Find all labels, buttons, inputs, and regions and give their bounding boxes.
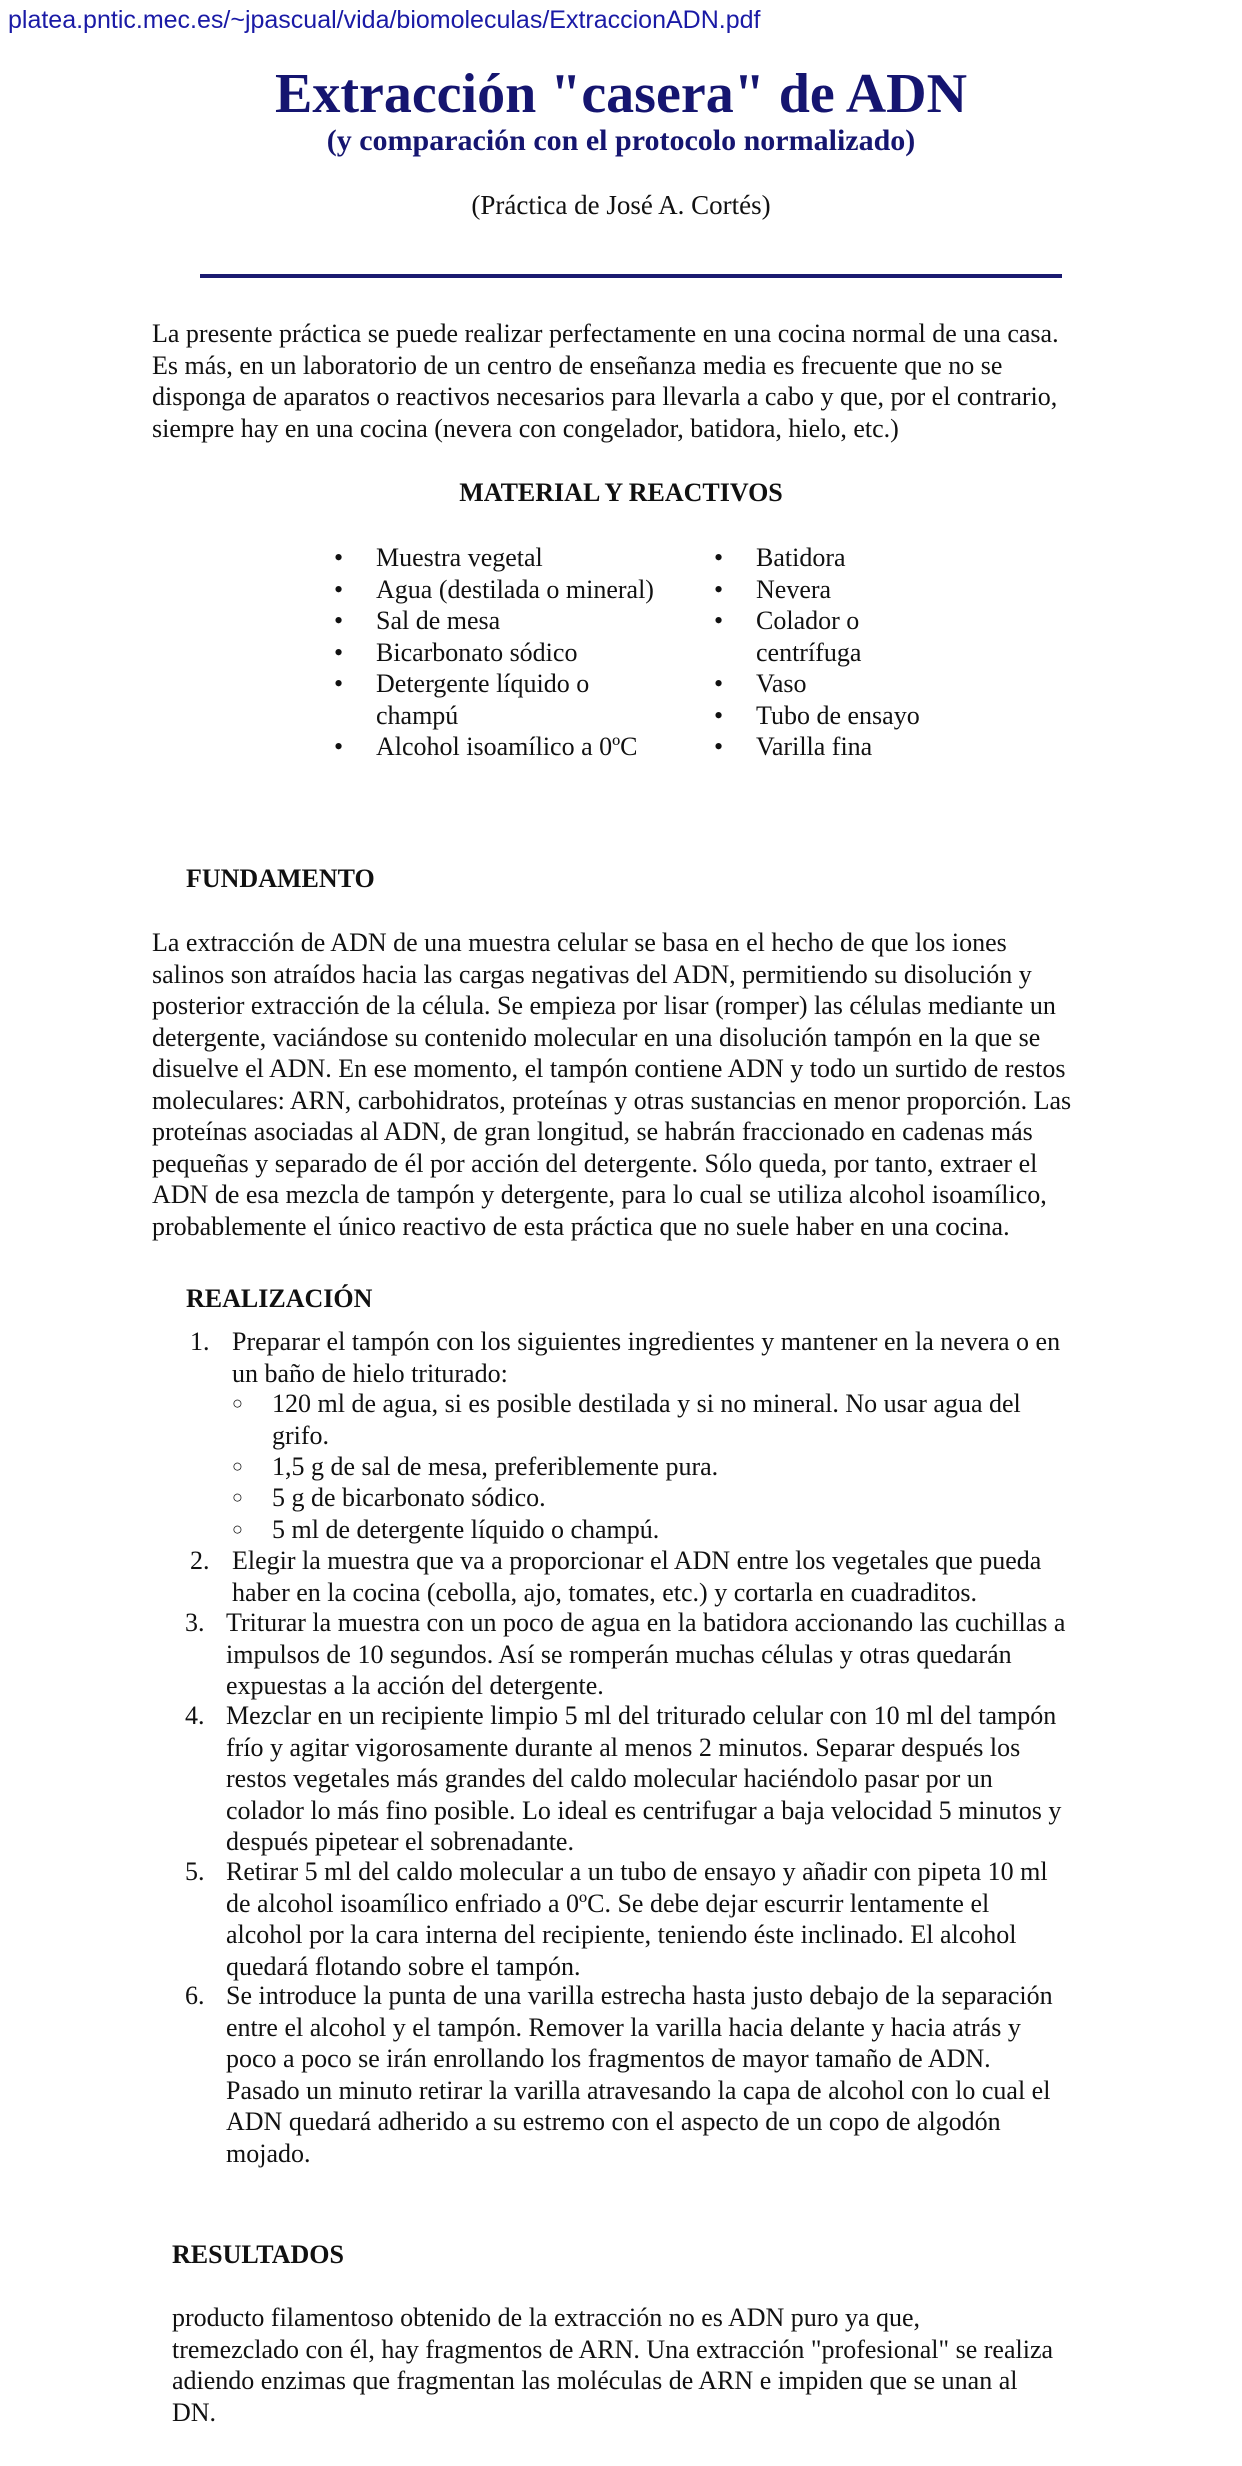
step-text-line: Retirar 5 ml del caldo molecular a un tubo de ensayo y añadir con pipeta 10 ml xyxy=(226,1857,1048,1886)
material-item-text: Tubo de ensayo xyxy=(756,700,920,730)
step-text-line: un baño de hielo triturado: xyxy=(232,1358,508,1388)
intro-line: La presente práctica se puede realizar perfectamente en una cocina normal de una casa. xyxy=(152,319,1059,348)
material-item xyxy=(714,605,920,668)
material-item-text: Alcohol isoamílico a 0ºC xyxy=(376,732,638,761)
ingredient-text-line: 1,5 g de sal de mesa, preferiblemente pura. xyxy=(272,1452,719,1481)
material-item xyxy=(714,668,920,700)
circle-bullet-icon: ○ xyxy=(232,1487,243,1507)
material-item-text: Colador o xyxy=(756,606,860,635)
bullet-icon: • xyxy=(714,732,724,761)
resultados-line: tremezclado con él, hay fragmentos de ARN. Una extracción "profesional" se realiza xyxy=(172,2334,1054,2364)
resultados-line: DN. xyxy=(172,2397,217,2427)
step-text-line: de alcohol isoamílico enfriado a 0ºC. Se debe dejar escurrir lentamente el xyxy=(226,1888,990,1918)
document-subtitle: (y comparación con el protocolo normalizado) xyxy=(326,124,916,157)
fundamento-line: proteínas asociadas al ADN, de gran longitud, se habrán fraccionado en cadenas más xyxy=(152,1117,1033,1146)
procedure-step xyxy=(185,1700,1062,1858)
material-item xyxy=(334,668,654,731)
intro-line: disponga de aparatos o reactivos necesarios para llevarla a cabo y que, por el contrario, xyxy=(152,382,1058,411)
step-text-line: Se introduce la punta de una varilla estrecha hasta justo debajo de la separación xyxy=(226,1981,1053,2010)
material-item-text: Vaso xyxy=(756,669,807,698)
material-item-text: centrífuga xyxy=(756,637,862,667)
author-credit: (Práctica de José A. Cortés) xyxy=(471,190,771,220)
ingredient-item xyxy=(232,1451,719,1483)
ingredient-item xyxy=(232,1482,546,1514)
step-text-line: ADN quedará adherido a su estremo con el aspecto de un copo de algodón xyxy=(226,2107,1001,2136)
material-item xyxy=(334,637,654,669)
bullet-icon: • xyxy=(334,637,344,667)
material-item xyxy=(334,605,654,637)
step-number: 6. xyxy=(185,1981,205,2010)
step-text-line: entre el alcohol y el tampón. Remover la varilla hacia delante y hacia atrás y xyxy=(226,2012,1021,2042)
materials-list-left xyxy=(334,542,654,763)
step-text-line: Elegir la muestra que va a proporcionar el ADN entre los vegetales que pueda xyxy=(232,1546,1042,1575)
step-number: 4. xyxy=(185,1701,205,1730)
bullet-icon: • xyxy=(334,543,344,572)
step-text-line: frío y agitar vigorosamente durante al menos 2 minutos. Separar después los xyxy=(226,1732,1021,1762)
material-item xyxy=(714,542,920,574)
realizacion-heading: REALIZACIÓN xyxy=(186,1284,373,1313)
step-text-line: después pipetear el sobrenadante. xyxy=(226,1827,574,1856)
bullet-icon: • xyxy=(714,574,724,604)
bullet-icon: • xyxy=(714,606,724,635)
intro-paragraph xyxy=(152,318,1122,444)
fundamento-heading: FUNDAMENTO xyxy=(186,864,375,893)
procedure-step xyxy=(185,1856,1048,1982)
fundamento-paragraph xyxy=(152,927,1122,1242)
material-item xyxy=(334,731,654,763)
ingredient-text-line: 5 g de bicarbonato sódico. xyxy=(272,1483,546,1512)
material-item xyxy=(714,731,920,763)
procedure-step xyxy=(185,1607,1066,1702)
resultados-heading: RESULTADOS xyxy=(172,2240,344,2269)
materials-heading: MATERIAL Y REACTIVOS xyxy=(459,478,783,507)
resultados-line: adiendo enzimas que fragmentan las moléculas de ARN e impiden que se unan al xyxy=(172,2366,1018,2395)
ingredient-item xyxy=(232,1388,1021,1451)
document-title: Extracción "casera" de ADN xyxy=(274,63,968,125)
bullet-icon: • xyxy=(714,669,724,698)
fundamento-line: pequeñas y separado de él por acción del detergente. Sólo queda, por tanto, extraer el xyxy=(152,1148,1038,1178)
step-text-line: poco a poco se irán enrollando los fragmentos de mayor tamaño de ADN. xyxy=(226,2044,991,2073)
material-item xyxy=(714,574,920,606)
procedure-step xyxy=(190,1326,1061,1389)
step-text-line: Pasado un minuto retirar la varilla atravesando la capa de alcohol con lo cual el xyxy=(226,2075,1051,2105)
fundamento-line: detergente, vaciándose su contenido molecular en una disolución tampón en la que se xyxy=(152,1022,1041,1052)
step-text-line: alcohol por la cara interna del recipiente, teniendo éste inclinado. El alcohol xyxy=(226,1920,1017,1949)
ingredient-item xyxy=(232,1514,660,1546)
resultados-line: producto filamentoso obtenido de la extracción no es ADN puro ya que, xyxy=(172,2303,921,2332)
fundamento-line: ADN de esa mezcla de tampón y detergente, para lo cual se utiliza alcohol isoamílico, xyxy=(152,1180,1047,1209)
procedure-step xyxy=(190,1545,1042,1608)
material-item-text: Sal de mesa xyxy=(376,606,501,635)
step-text-line: haber en la cocina (cebolla, ajo, tomates, etc.) y cortarla en cuadraditos. xyxy=(232,1577,977,1607)
material-item xyxy=(334,574,654,606)
ingredient-text-line: grifo. xyxy=(272,1420,330,1450)
material-item-text: Detergente líquido o xyxy=(376,669,590,698)
step-text-line: Preparar el tampón con los siguientes ingredientes y mantener en la nevera o en xyxy=(232,1327,1061,1356)
step-number: 1. xyxy=(190,1327,210,1356)
circle-bullet-icon: ○ xyxy=(232,1519,243,1539)
step-text-line: restos vegetales más grandes del caldo molecular haciéndolo pasar por un xyxy=(226,1764,993,1793)
step-number: 2. xyxy=(190,1546,210,1575)
circle-bullet-icon: ○ xyxy=(232,1393,243,1413)
material-item-text: Varilla fina xyxy=(756,732,873,761)
material-item-text: champú xyxy=(376,700,459,730)
step-number: 3. xyxy=(185,1608,205,1637)
bullet-icon: • xyxy=(334,606,344,635)
bullet-icon: • xyxy=(714,543,724,572)
step-text-line: expuestas a la acción del detergente. xyxy=(226,1671,604,1700)
fundamento-line: probablemente el único reactivo de esta práctica que no suele haber en una cocina. xyxy=(152,1211,1010,1241)
material-item xyxy=(714,700,920,732)
title-divider xyxy=(200,274,1062,278)
fundamento-line: posterior extracción de la célula. Se empieza por lisar (romper) las células mediante un xyxy=(152,991,1056,1020)
fundamento-line: salinos son atraídos hacia las cargas negativas del ADN, permitiendo su disolución y xyxy=(152,959,1032,989)
ingredient-text-line: 5 ml de detergente líquido o champú. xyxy=(272,1515,660,1544)
material-item-text: Bicarbonato sódico xyxy=(376,637,578,667)
fundamento-line: moleculares: ARN, carbohidratos, proteínas y otras sustancias en menor proporción. Las xyxy=(152,1085,1072,1115)
bullet-icon: • xyxy=(334,574,344,604)
material-item-text: Batidora xyxy=(756,543,846,572)
fundamento-line: disuelve el ADN. En ese momento, el tampón contiene ADN y todo un surtido de restos xyxy=(152,1054,1066,1083)
url-bar-text[interactable]: platea.pntic.mec.es/~jpascual/vida/biomoleculas/ExtraccionADN.pdf xyxy=(8,6,761,34)
material-item-text: Nevera xyxy=(756,574,832,604)
resultados-paragraph xyxy=(172,2302,1072,2428)
step-text-line: impulsos de 10 segundos. Así se romperán muchas células y otras quedarán xyxy=(226,1639,1012,1669)
material-item-text: Muestra vegetal xyxy=(376,543,543,572)
material-item-text: Agua (destilada o mineral) xyxy=(376,574,654,604)
materials-list-right xyxy=(714,542,920,763)
material-item xyxy=(334,542,654,574)
step-text-line: Mezclar en un recipiente limpio 5 ml del triturado celular con 10 ml del tampón xyxy=(226,1701,1057,1730)
bullet-icon: • xyxy=(334,669,344,698)
step-text-line: colador lo más fino posible. Lo ideal es centrifugar a baja velocidad 5 minutos y xyxy=(226,1795,1062,1825)
step-text-line: Triturar la muestra con un poco de agua en la batidora accionando las cuchillas a xyxy=(226,1608,1066,1637)
ingredient-text-line: 120 ml de agua, si es posible destilada y si no mineral. No usar agua del xyxy=(272,1389,1021,1418)
fundamento-line: La extracción de ADN de una muestra celular se basa en el hecho de que los iones xyxy=(152,928,1007,957)
bullet-icon: • xyxy=(334,732,344,761)
step-number: 5. xyxy=(185,1857,205,1886)
procedure-step xyxy=(185,1980,1053,2169)
step-text-line: mojado. xyxy=(226,2138,311,2168)
circle-bullet-icon: ○ xyxy=(232,1456,243,1476)
intro-line: siempre hay en una cocina (nevera con congelador, batidora, hielo, etc.) xyxy=(152,413,899,443)
bullet-icon: • xyxy=(714,700,724,730)
intro-line: Es más, en un laboratorio de un centro de enseñanza media es frecuente que no se xyxy=(152,350,1003,380)
step-text-line: quedará flotando sobre el tampón. xyxy=(226,1951,581,1981)
